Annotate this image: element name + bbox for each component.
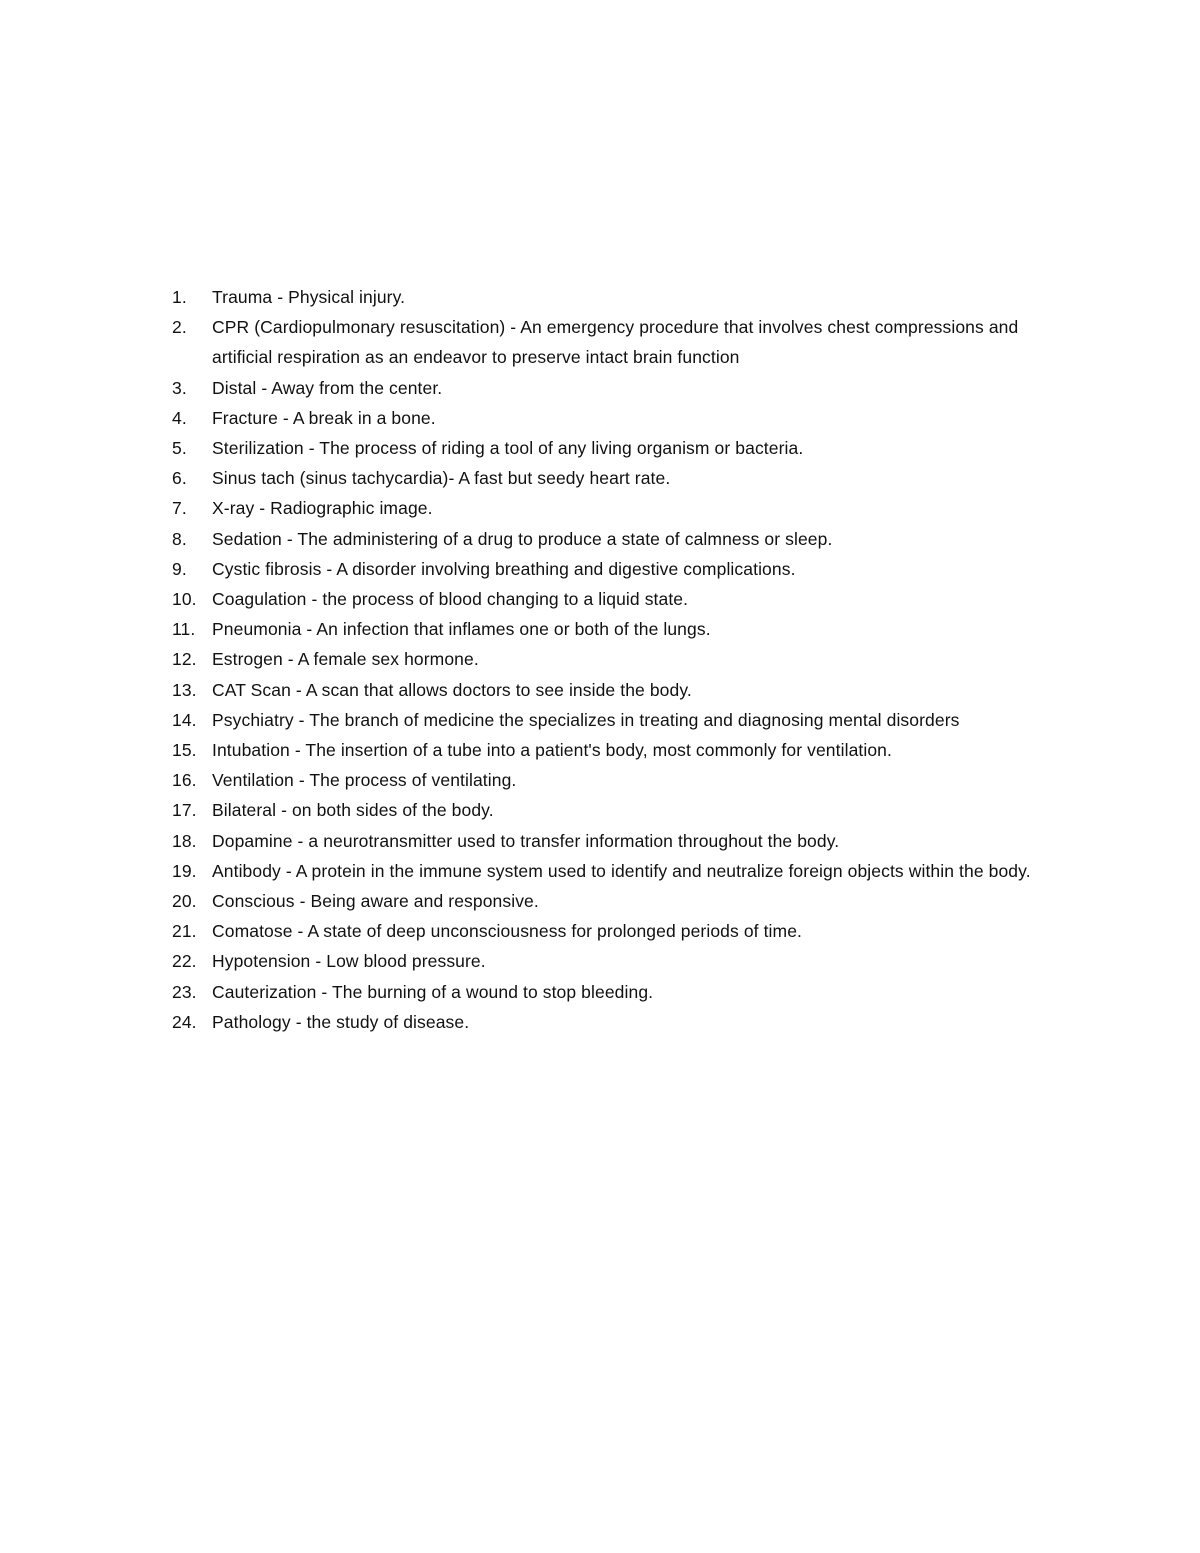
item-text: Pneumonia - An infection that inflames one or both of the lungs. [212, 619, 711, 640]
item-number: 1. [172, 287, 187, 307]
item-number: 8. [172, 528, 187, 549]
item-text: Psychiatry - The branch of medicine the specializes in treating and diagnosing mental disorders [212, 709, 960, 730]
item-text: Antibody - A protein in the immune system used to identify and neutralize foreign objects within the body. [212, 860, 1031, 881]
list-item [172, 373, 1072, 403]
item-number: 3. [172, 377, 187, 398]
item-text: Cystic fibrosis - A disorder involving breathing and digestive complications. [212, 558, 796, 579]
list-item [172, 493, 1072, 523]
item-number: 23. [172, 981, 197, 1002]
item-number: 2. [172, 317, 187, 338]
item-number: 20. [172, 891, 197, 912]
item-number: 18. [172, 830, 197, 851]
list-item [172, 856, 1072, 886]
item-number: 17. [172, 800, 197, 821]
item-number: 6. [172, 468, 187, 489]
list-item [172, 644, 1072, 674]
item-number: 22. [172, 951, 197, 972]
item-number: 21. [172, 921, 197, 942]
item-text: Trauma - Physical injury. [212, 287, 406, 307]
item-number: 19. [172, 860, 197, 881]
list-item [172, 735, 1072, 765]
item-number: 10. [172, 589, 197, 610]
item-text: Ventilation - The process of ventilating. [212, 770, 517, 791]
item-text: Estrogen - A female sex hormone. [212, 649, 479, 670]
item-number: 24. [172, 1011, 197, 1032]
list-item [172, 705, 1072, 735]
item-number: 16. [172, 770, 197, 791]
list-item [172, 977, 1072, 1007]
list-item [172, 795, 1072, 825]
item-number: 7. [172, 498, 187, 519]
item-number: 5. [172, 438, 187, 459]
item-text: Distal - Away from the center. [212, 377, 443, 398]
item-number: 9. [172, 558, 187, 579]
list-item [172, 554, 1072, 584]
item-text: CAT Scan - A scan that allows doctors to see inside the body. [212, 679, 692, 700]
item-text: CPR (Cardiopulmonary resuscitation) - An emergency procedure that involves chest compressions and artificial respiration as an endeavor to preserve intact brain function [212, 317, 1019, 368]
item-text: Sedation - The administering of a drug to produce a state of calmness or sleep. [212, 528, 833, 549]
list-item [172, 433, 1072, 463]
list-item [172, 282, 1072, 312]
item-text: Pathology - the study of disease. [212, 1011, 470, 1032]
item-text: Fracture - A break in a bone. [212, 407, 436, 428]
item-text: Comatose - A state of deep unconsciousness for prolonged periods of time. [212, 921, 803, 942]
item-text: Cauterization - The burning of a wound to stop bleeding. [212, 981, 654, 1002]
list-item [172, 1007, 1072, 1037]
list-item [172, 403, 1072, 433]
item-text: Dopamine - a neurotransmitter used to transfer information throughout the body. [212, 830, 840, 851]
item-text: Bilateral - on both sides of the body. [212, 800, 494, 821]
item-text: Sinus tach (sinus tachycardia)- A fast but seedy heart rate. [212, 468, 671, 489]
list-item [172, 675, 1072, 705]
item-number: 14. [172, 709, 197, 730]
list-item [172, 886, 1072, 916]
item-text: Sterilization - The process of riding a tool of any living organism or bacteria. [212, 438, 804, 459]
item-text: Hypotension - Low blood pressure. [212, 951, 486, 972]
list-item [172, 614, 1072, 644]
list-item [172, 524, 1072, 554]
item-text: Conscious - Being aware and responsive. [212, 891, 539, 912]
list-item [172, 826, 1072, 856]
list-item [172, 916, 1072, 946]
item-text: Intubation - The insertion of a tube into a patient's body, most commonly for ventilation. [212, 740, 892, 761]
term-list [172, 282, 1072, 1037]
list-item [172, 765, 1072, 795]
item-number: 13. [172, 679, 197, 700]
item-number: 4. [172, 407, 187, 428]
item-number: 15. [172, 740, 197, 761]
item-number: 11. [172, 619, 196, 640]
list-item [172, 584, 1072, 614]
item-text: Coagulation - the process of blood changing to a liquid state. [212, 589, 689, 610]
item-number: 12. [172, 649, 197, 670]
item-text: X-ray - Radiographic image. [212, 498, 433, 519]
list-item [172, 946, 1072, 976]
list-item [172, 463, 1072, 493]
list-item [172, 312, 1072, 372]
